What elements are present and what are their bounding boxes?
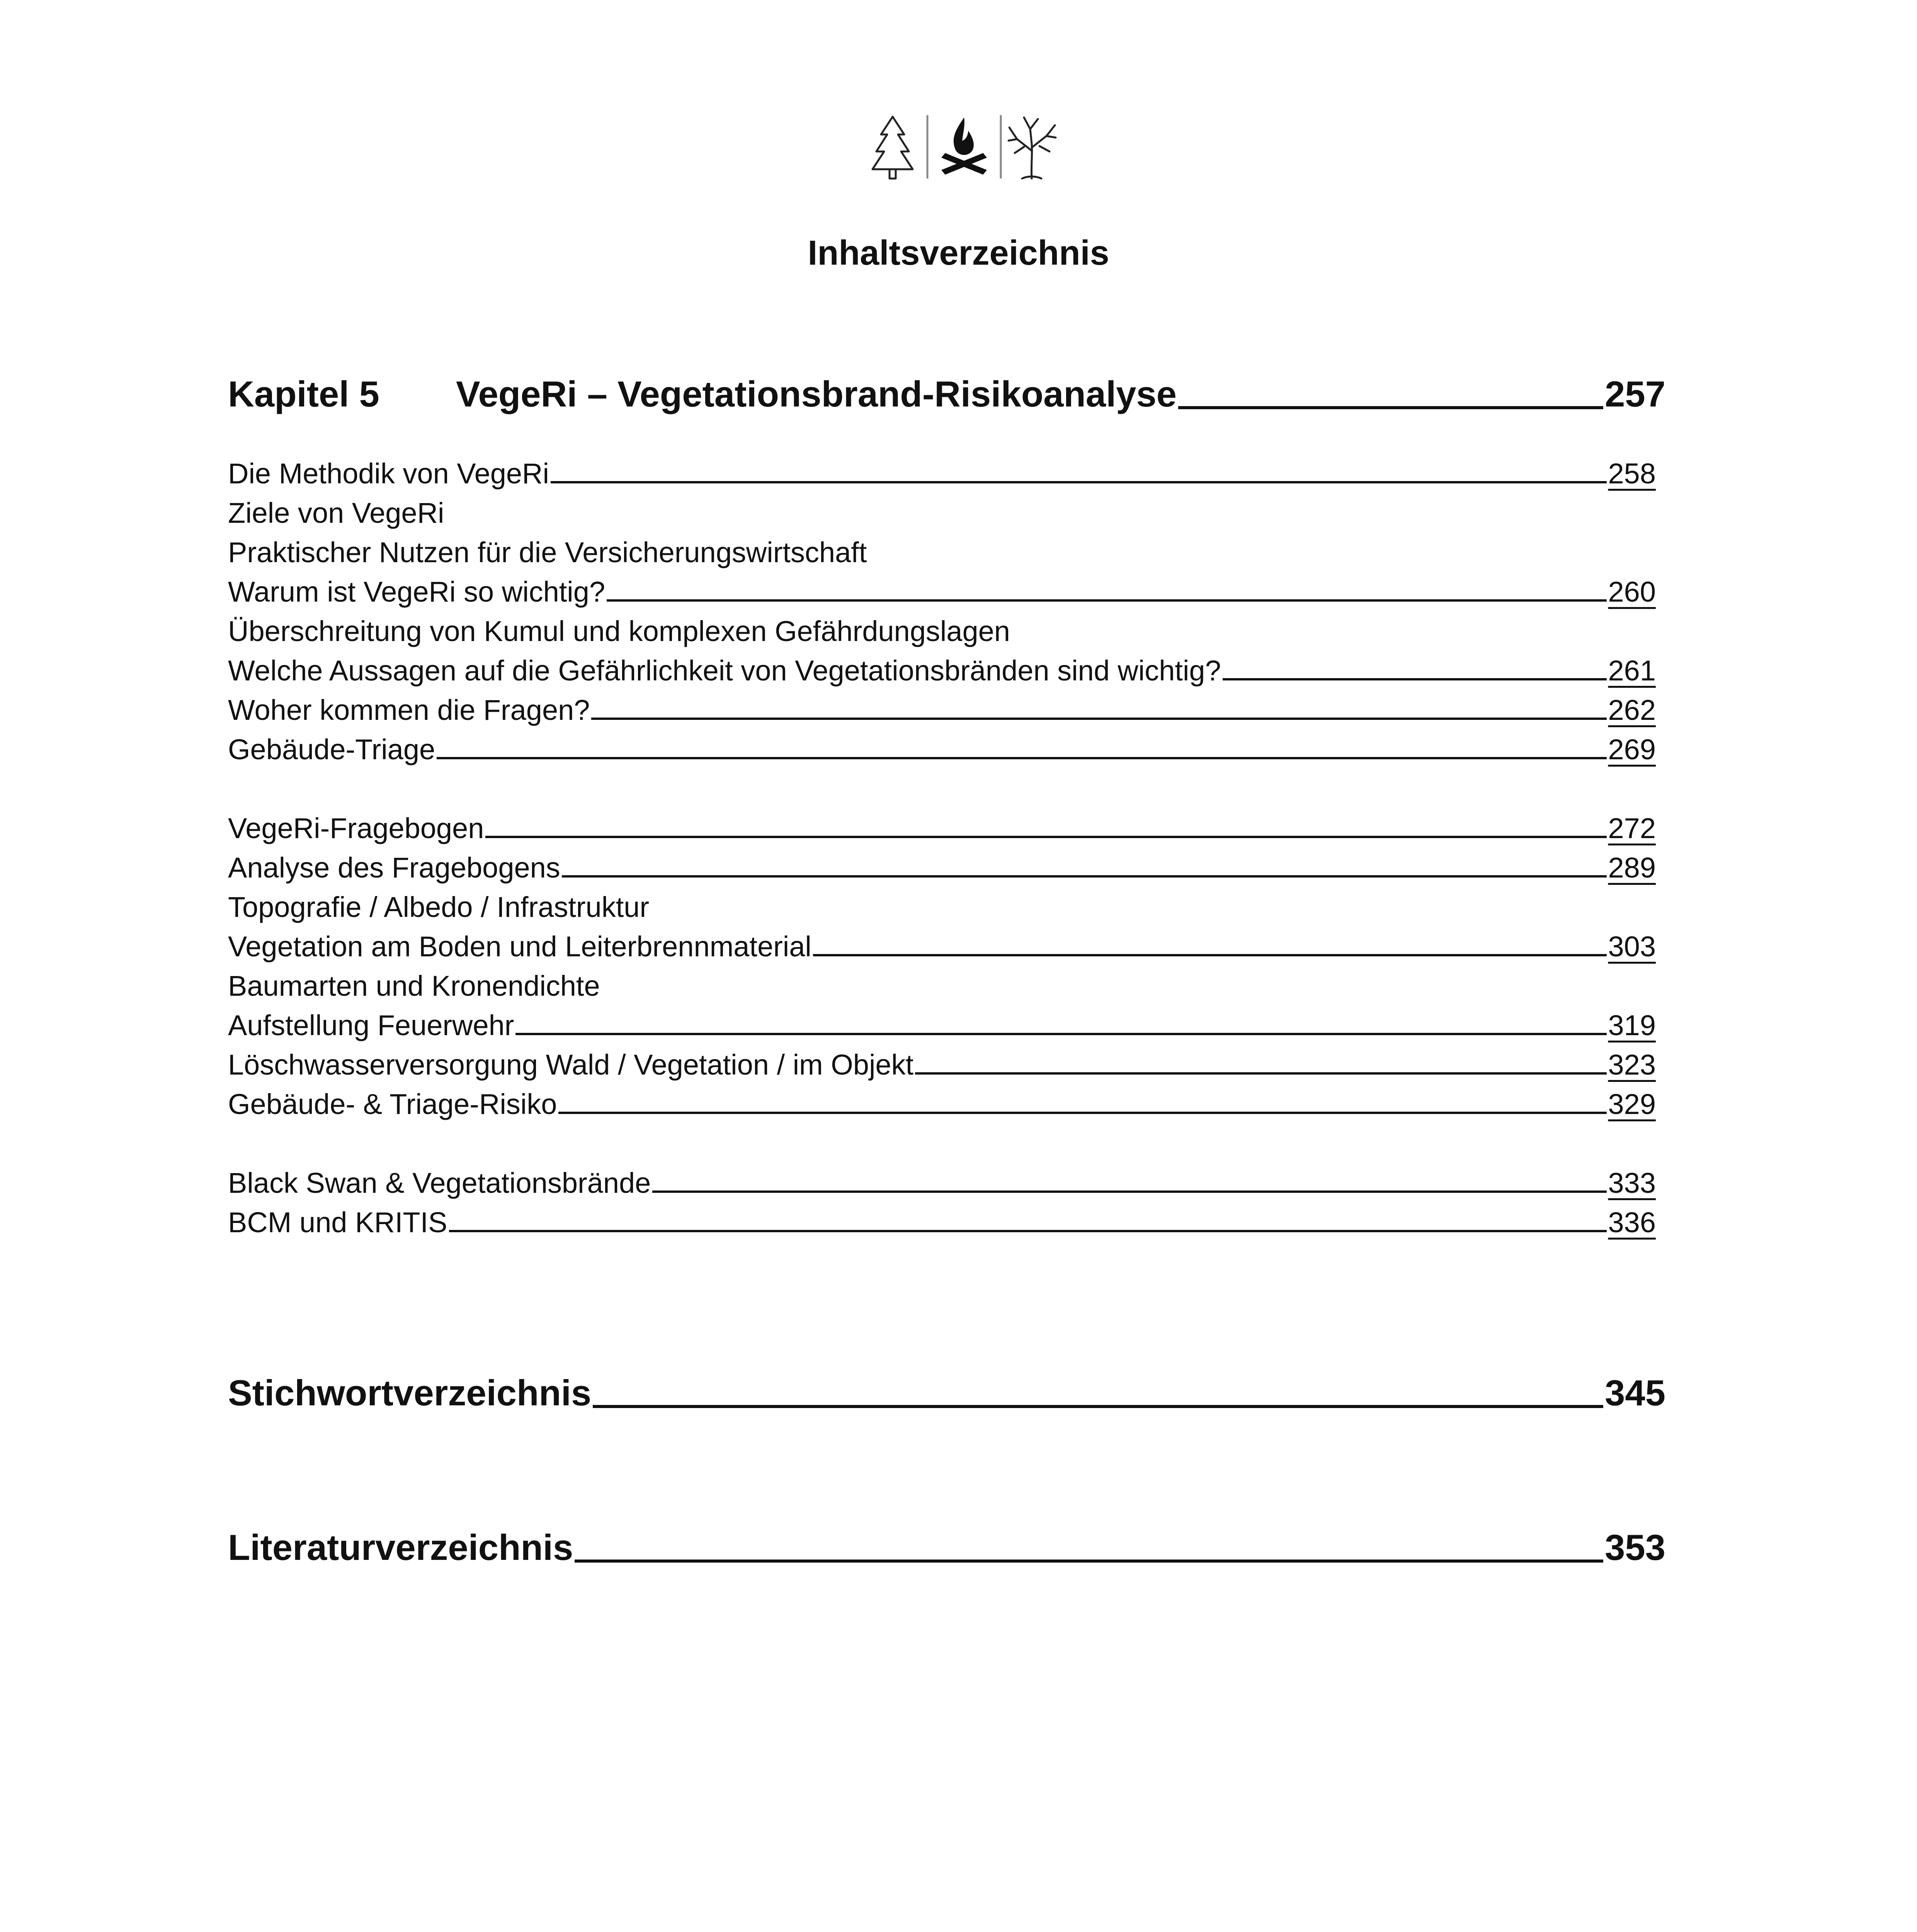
- toc-entry-text: Baumarten und Kronendichte: [228, 970, 600, 1002]
- toc-entry-text: VegeRi-Fragebogen: [228, 812, 484, 844]
- leader-line: [1178, 406, 1603, 409]
- toc-chapter-heading[interactable]: [228, 369, 1665, 419]
- toc-entry[interactable]: [228, 1085, 1656, 1124]
- toc-entry[interactable]: [228, 888, 1656, 927]
- leader-line: [437, 757, 1606, 759]
- literature-page: 353: [1605, 1527, 1665, 1568]
- leader-line: [1223, 678, 1607, 680]
- leader-line: [551, 481, 1607, 483]
- leader-line: [575, 1560, 1603, 1563]
- toc-entry-text: Analyse des Fragebogens: [228, 852, 560, 884]
- toc-entry-text: Welche Aussagen auf die Gefährlichkeit von Vegetationsbränden sind wichtig?: [228, 655, 1221, 687]
- leader-line: [915, 1072, 1606, 1075]
- chapter-title: VegeRi – Vegetationsbrand-Risikoanalyse: [456, 374, 1177, 414]
- toc-entry-page: 336: [1608, 1206, 1656, 1238]
- toc-entry-text: Überschreitung von Kumul und komplexen Gefährdungslagen: [228, 615, 1010, 647]
- bare-tree-icon: [1009, 117, 1056, 179]
- toc-entry-text: Black Swan & Vegetationsbrände: [228, 1167, 651, 1199]
- toc-entry-page: 262: [1608, 694, 1656, 726]
- leader-line: [485, 836, 1606, 838]
- toc-entry[interactable]: [228, 1203, 1656, 1242]
- leader-line: [449, 1230, 1607, 1232]
- toc-entry[interactable]: [228, 454, 1656, 493]
- toc-entry-text: Woher kommen die Fragen?: [228, 694, 590, 726]
- section-gap: [228, 1124, 1656, 1163]
- toc-entry[interactable]: [228, 493, 1656, 533]
- toc-entry-text: BCM und KRITIS: [228, 1206, 447, 1238]
- index-title: Stichwortverzeichnis: [228, 1372, 592, 1413]
- toc-entry[interactable]: [228, 651, 1656, 690]
- toc-entry-page: 261: [1608, 655, 1656, 687]
- toc-entry[interactable]: [228, 612, 1656, 651]
- toc-entry-page: 260: [1608, 576, 1656, 608]
- leader-line: [591, 718, 1606, 720]
- toc-entry-text: Löschwasserversorgung Wald / Vegetation / im Objekt: [228, 1049, 914, 1081]
- toc-entry[interactable]: [228, 1045, 1656, 1085]
- toc-index-heading[interactable]: [228, 1368, 1665, 1418]
- toc-entry-text: Die Methodik von VegeRi: [228, 457, 549, 490]
- toc-entry-text: Praktischer Nutzen für die Versicherungswirtschaft: [228, 536, 867, 568]
- toc-entry-list: [228, 454, 1656, 1242]
- leader-line: [607, 599, 1606, 602]
- header-logo: [866, 112, 1059, 182]
- toc-entry-page: 258: [1608, 457, 1656, 490]
- chapter-label: Kapitel 5: [228, 374, 379, 414]
- toc-entry-page: 272: [1608, 812, 1656, 844]
- toc-entry[interactable]: [228, 730, 1656, 769]
- toc-entry-text: Warum ist VegeRi so wichtig?: [228, 576, 606, 608]
- page-title: Inhaltsverzeichnis: [808, 234, 1109, 272]
- toc-entry-text: Gebäude-Triage: [228, 733, 435, 765]
- toc-entry-text: Ziele von VegeRi: [228, 497, 444, 529]
- tree-icon: [873, 117, 913, 179]
- section-gap: [228, 769, 1656, 809]
- toc-entry[interactable]: [228, 1163, 1656, 1203]
- leader-line: [562, 875, 1607, 878]
- toc-entry-page: 303: [1608, 930, 1656, 963]
- toc-entry-text: Vegetation am Boden und Leiterbrennmaterial: [228, 930, 811, 963]
- leader-line: [652, 1190, 1606, 1193]
- toc-literature-heading[interactable]: [228, 1522, 1665, 1573]
- toc-entry-text: Topografie / Albedo / Infrastruktur: [228, 891, 650, 923]
- toc-entry[interactable]: [228, 927, 1656, 966]
- toc-entry[interactable]: [228, 1006, 1656, 1045]
- toc-entry[interactable]: [228, 966, 1656, 1006]
- toc-entry-page: 323: [1608, 1049, 1656, 1081]
- toc-entry[interactable]: [228, 533, 1656, 572]
- leader-line: [593, 1405, 1603, 1408]
- toc-entry[interactable]: [228, 848, 1656, 888]
- chapter-page: 257: [1605, 374, 1665, 414]
- leader-line: [515, 1033, 1606, 1035]
- index-page: 345: [1605, 1372, 1665, 1413]
- leader-line: [813, 954, 1607, 956]
- toc-entry-page: 329: [1608, 1088, 1656, 1120]
- toc-entry-page: 333: [1608, 1167, 1656, 1199]
- toc-entry-text: Gebäude- & Triage-Risiko: [228, 1088, 557, 1120]
- toc-entry[interactable]: [228, 572, 1656, 612]
- toc-entry[interactable]: [228, 690, 1656, 730]
- literature-title: Literaturverzeichnis: [228, 1527, 573, 1568]
- toc-entry[interactable]: [228, 809, 1656, 848]
- toc-entry-text: Aufstellung Feuerwehr: [228, 1009, 514, 1041]
- toc-entry-page: 269: [1608, 733, 1656, 765]
- toc-entry-page: 289: [1608, 852, 1656, 884]
- campfire-icon: [941, 117, 987, 175]
- toc-entry-page: 319: [1608, 1009, 1656, 1041]
- leader-line: [558, 1112, 1606, 1114]
